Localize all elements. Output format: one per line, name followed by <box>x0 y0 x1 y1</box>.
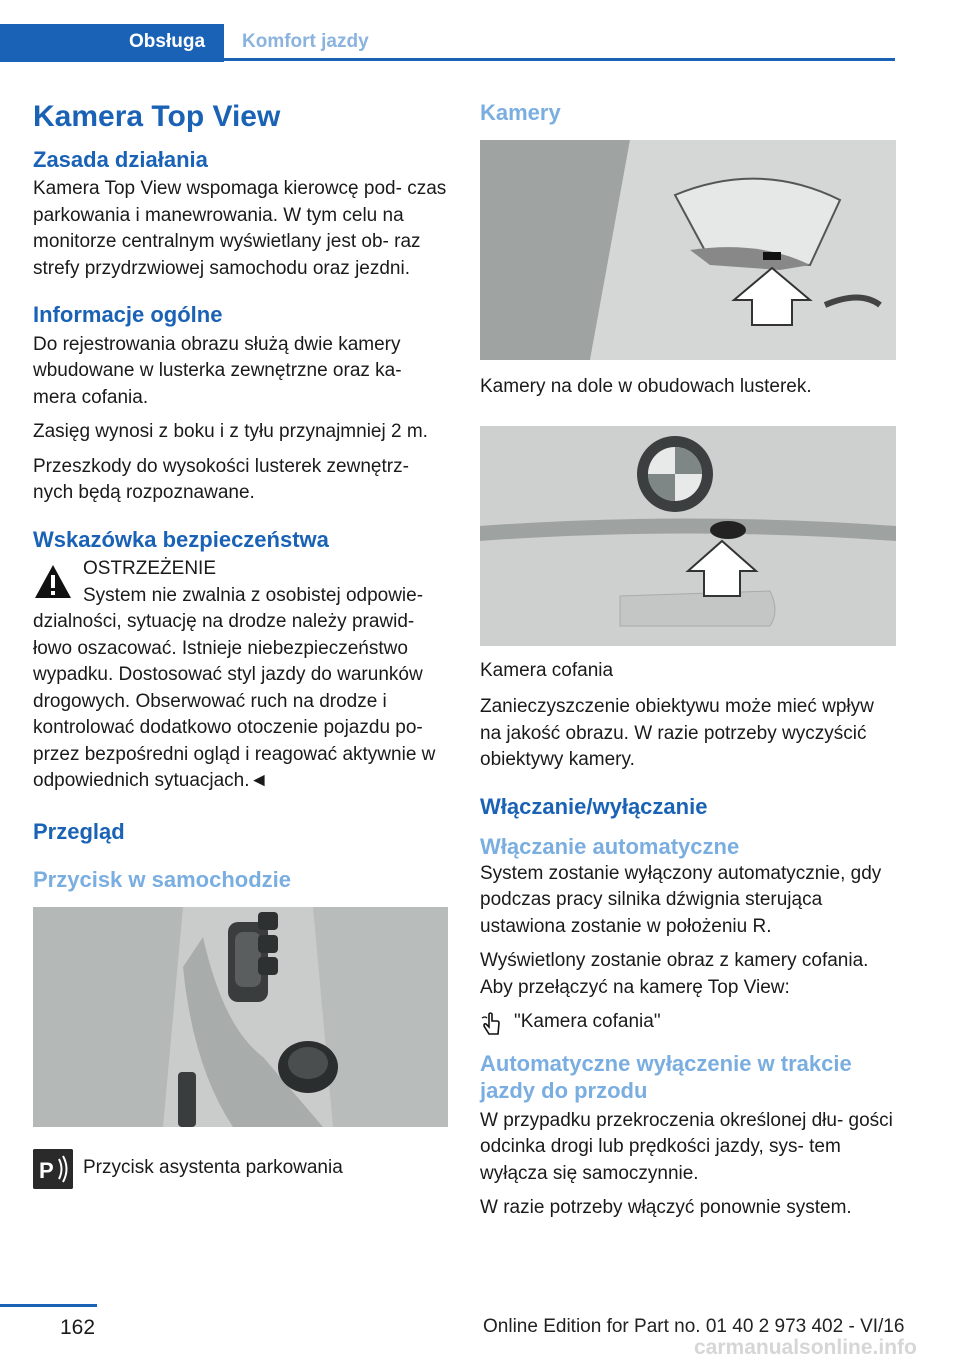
section-heading-przeglad: Przegląd <box>33 818 125 844</box>
figure-rear-camera <box>480 426 896 646</box>
warning-label: OSTRZEŻENIE <box>83 558 217 580</box>
caption-rear: Kamera cofania <box>480 660 614 682</box>
header-tabs <box>0 24 895 62</box>
warning-triangle-icon <box>33 562 73 602</box>
parking-assist-row <box>33 1149 448 1190</box>
paragraph: Do rejestrowania obrazu służą dwie kamery wbudowane w lusterka zewnętrzne oraz ka- mera cofania. <box>33 333 402 408</box>
paragraph: Kamera Top View wspomaga kierowcę pod- czas parkowania i manewrowania. W tym celu na monitorze centralnym wyświetlany jest ob- raz strefy przydrzwiowej samochodu oraz jezdni. <box>33 178 447 279</box>
subheading-kamery: Kamery <box>480 100 561 125</box>
parking-assist-caption: Przycisk asystenta parkowania <box>83 1157 343 1179</box>
warning-text: System nie zwalnia z osobistej odpowie- dzialności, sytuację na drodze należy prawid- łowo oszacować. Istnieje niebezpieczeństwo wypadku. Dostosować styl jazdy do warunków drogowych. Obserwować ruch na drodze i kontrolować dodatkowo otoczenie pojazdu po- przez bezpośredni ogląd i reagować aktywnie w odpowiednich sytuacjach.◄ <box>33 584 436 792</box>
paragraph: Zasięg wynosi z boku i z tyłu przynajmniej 2 m. <box>33 421 428 443</box>
mirror-illustration <box>480 140 896 360</box>
header-rule <box>224 58 895 61</box>
page-title: Kamera Top View <box>33 100 281 133</box>
tab-komfort-jazdy[interactable]: Komfort jazdy <box>242 31 369 52</box>
parking-assist-icon <box>33 1149 73 1189</box>
touch-hand-icon <box>480 1011 502 1037</box>
left-column <box>33 100 448 1190</box>
subheading-wylaczenie: Automatyczne wyłączenie w trakcie jazdy do przodu <box>480 1051 852 1103</box>
caption-mirror: Kamery na dole w obudowach lusterek. <box>480 376 812 398</box>
paragraph: Przeszkody do wysokości lusterek zewnętrz- nych będą rozpoznawane. <box>33 455 409 504</box>
figure-console <box>33 907 448 1127</box>
warning-block <box>33 556 448 583</box>
right-column <box>480 100 896 1230</box>
camera-option-row <box>480 1009 896 1037</box>
paragraph: W razie potrzeby włączyć ponownie system. <box>480 1197 852 1219</box>
subheading-automatyczne: Włączanie automatyczne <box>480 834 740 860</box>
watermark: carmanualsonline.info <box>694 1336 917 1359</box>
rear-camera-illustration <box>480 426 896 646</box>
tab-obsluga[interactable]: Obsługa <box>0 24 224 62</box>
section-heading-zasada: Zasada działania <box>33 147 208 172</box>
camera-option-label: "Kamera cofania" <box>514 1011 661 1033</box>
section-heading-informacje: Informacje ogólne <box>33 302 223 328</box>
subheading-przycisk: Przycisk w samochodzie <box>33 867 291 893</box>
paragraph: Wyświetlony zostanie obraz z kamery cofania. Aby przełączyć na kamerę Top View: <box>480 950 869 998</box>
page-number: 162 <box>60 1316 96 1339</box>
paragraph: System zostanie wyłączony automatycznie, gdy podczas pracy silnika dźwignia sterująca ustawiona zostanie w położeniu R. <box>480 862 882 937</box>
paragraph: Zanieczyszczenie obiektywu może mieć wpływ na jakość obrazu. W razie potrzeby wyczyścić obiektywy kamery. <box>480 696 874 771</box>
paragraph: W przypadku przekroczenia określonej dłu- gości odcinka drogi lub prędkości jazdy, sys- tem wyłącza się samoczynnie. <box>480 1109 893 1184</box>
footer-rule <box>0 1304 97 1307</box>
console-illustration <box>33 907 448 1127</box>
svg-text:P: P <box>39 1158 54 1184</box>
figure-mirror-camera <box>480 140 896 360</box>
edition-note: Online Edition for Part no. 01 40 2 973 402 - VI/16 <box>483 1316 905 1337</box>
section-heading-wlaczanie: Włączanie/wyłączanie <box>480 793 708 819</box>
section-heading-wskazowka: Wskazówka bezpieczeństwa <box>33 526 329 552</box>
